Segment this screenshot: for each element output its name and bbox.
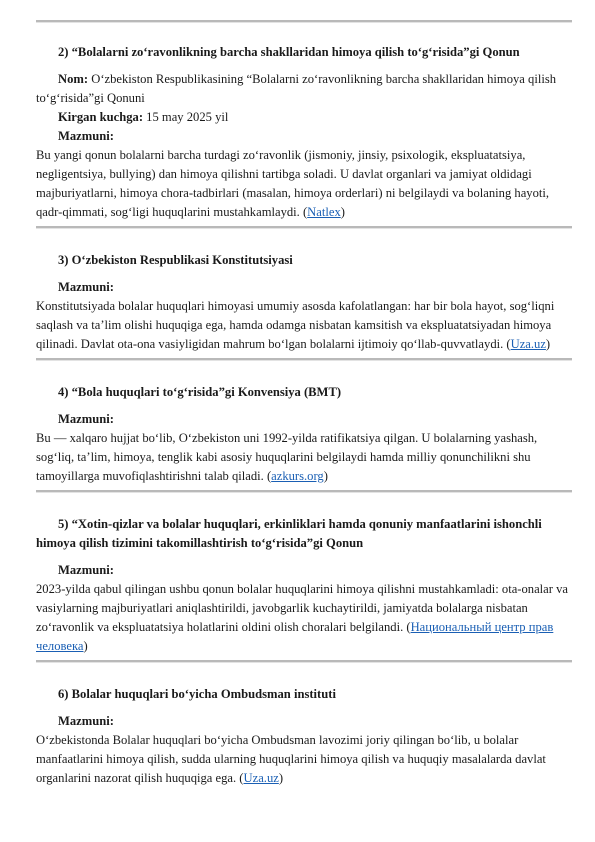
content-label: Mazmuni: (58, 280, 114, 294)
nom-label: Nom: (58, 72, 89, 86)
content-text: Konstitutsiyada bolalar huquqlari himoyasi umumiy asosda kafolatlangan: har bir bola hayot, sog‘liqni saqlash va ta’lim olishi huquqiga ega, hamda odamga nisbatan kamsitish va ekspluatatsiyadan himoya qilinadi. Davlat ota-ona vasiyligidan mahrum bo‘lgan bolalarni ijtimoiy qo‘llab-quvvatlaydi. ( (36, 299, 555, 351)
paren-close: ) (278, 771, 284, 785)
section-content (36, 429, 572, 486)
nom-value: O‘zbekiston Respublikasining “Bolalarni zo‘ravonlikning barcha shakllaridan himoya qilish to‘g‘risida”gi Qonuni (36, 72, 557, 105)
source-link[interactable]: Natlex (307, 205, 341, 219)
section-4 (36, 383, 572, 486)
section-5 (36, 515, 572, 656)
source-link[interactable]: Uza.uz (510, 337, 546, 351)
content-label-line (36, 278, 572, 297)
section-heading: 2) “Bolalarni zo‘ravonlikning barcha shakllaridan himoya qilish to‘g‘risida”gi Qonun (58, 45, 520, 59)
content-label: Mazmuni: (58, 714, 114, 728)
divider (36, 660, 572, 663)
content-label-line (36, 561, 572, 580)
section-content (36, 297, 572, 354)
content-label-line (36, 712, 572, 731)
content-label-line (36, 410, 572, 429)
content-text: O‘zbekistonda Bolalar huquqlari bo‘yicha Ombudsman lavozimi joriy qilingan bo‘lib, u bolalar manfaatlarini himoya qilish, sudda ularning huquqlarini himoya qilish va huquqiy masalalarda davlat organlarini nazorat qilish huquqiga ega. ( (36, 733, 546, 785)
content-label: Mazmuni: (58, 563, 114, 577)
source-link[interactable]: Uza.uz (243, 771, 279, 785)
content-text: Bu — xalqaro hujjat bo‘lib, O‘zbekiston uni 1992-yilda ratifikatsiya qilgan. U bolalarning yashash, sog‘liq, ta’lim, himoya, tenglik kabi asosiy huquqlarini belgilaydi hamda milliy qonunchilikni shu tamoyillarga muvofiqlashtirishni talab qiladi. ( (36, 431, 538, 483)
source-link[interactable]: azkurs.org (271, 469, 324, 483)
content-text: 2023-yilda qabul qilingan ushbu qonun bolalar huquqlarini himoya qilishni mustahkamladi: ota-onalar va vasiylarning majburiyatlari aniqlashtirildi, javobgarlik kuchaytirildi, jamiyatda bolalarga nisbatan zo‘ravonlik va ekspluatatsiya holatlarini oldini olish choralari belgilandi. ( (36, 582, 568, 634)
section-content (36, 731, 572, 788)
divider (36, 358, 572, 361)
date-label: Kirgan kuchga: (58, 110, 144, 124)
paren-close: ) (83, 639, 88, 653)
section-heading: 4) “Bola huquqlari to‘g‘risida”gi Konvensiya (BMT) (58, 385, 342, 399)
content-label: Mazmuni: (58, 129, 114, 143)
section-heading: 5) “Xotin-qizlar va bolalar huquqlari, erkinliklari hamda qonuniy manfaatlarini ishonchli himoya qilish tizimini takomillashtirish to‘g‘risida”gi Qonun (36, 517, 542, 550)
paren-close: ) (340, 205, 345, 219)
section-6 (36, 685, 572, 788)
section-heading: 3) O‘zbekiston Respublikasi Konstitutsiyasi (58, 253, 293, 267)
section-2 (36, 43, 572, 222)
source-link[interactable]: Национальный центр прав человека (36, 620, 554, 653)
section-content (36, 146, 572, 222)
content-label-line (36, 127, 572, 146)
section-heading: 6) Bolalar huquqlari bo‘yicha Ombudsman instituti (58, 687, 336, 701)
content-label: Mazmuni: (58, 412, 114, 426)
paren-close: ) (323, 469, 328, 483)
content-text: Bu yangi qonun bolalarni barcha turdagi zo‘ravonlik (jismoniy, jinsiy, psixologik, ekspluatatsiya, negligentsiya, bullying) dan himoya qilishni tartibga soladi. U davlat organlari va jamiyat oldidagi majburiyatlarni, himoya chora-tadbirlari (masalan, himoya orderlari) ni belgilaydi va bolaning hayoti, qadr-qimmati, sog‘ligi huquqlarini mustahkamlaydi. ( (36, 148, 550, 219)
date-line (36, 108, 572, 127)
nom-line (36, 70, 572, 108)
date-value: 15 may 2025 yil (143, 110, 229, 124)
divider (36, 490, 572, 493)
paren-close: ) (545, 337, 551, 351)
divider (36, 20, 572, 23)
document-page (36, 0, 572, 788)
section-3 (36, 251, 572, 354)
divider (36, 226, 572, 229)
section-content (36, 580, 572, 656)
